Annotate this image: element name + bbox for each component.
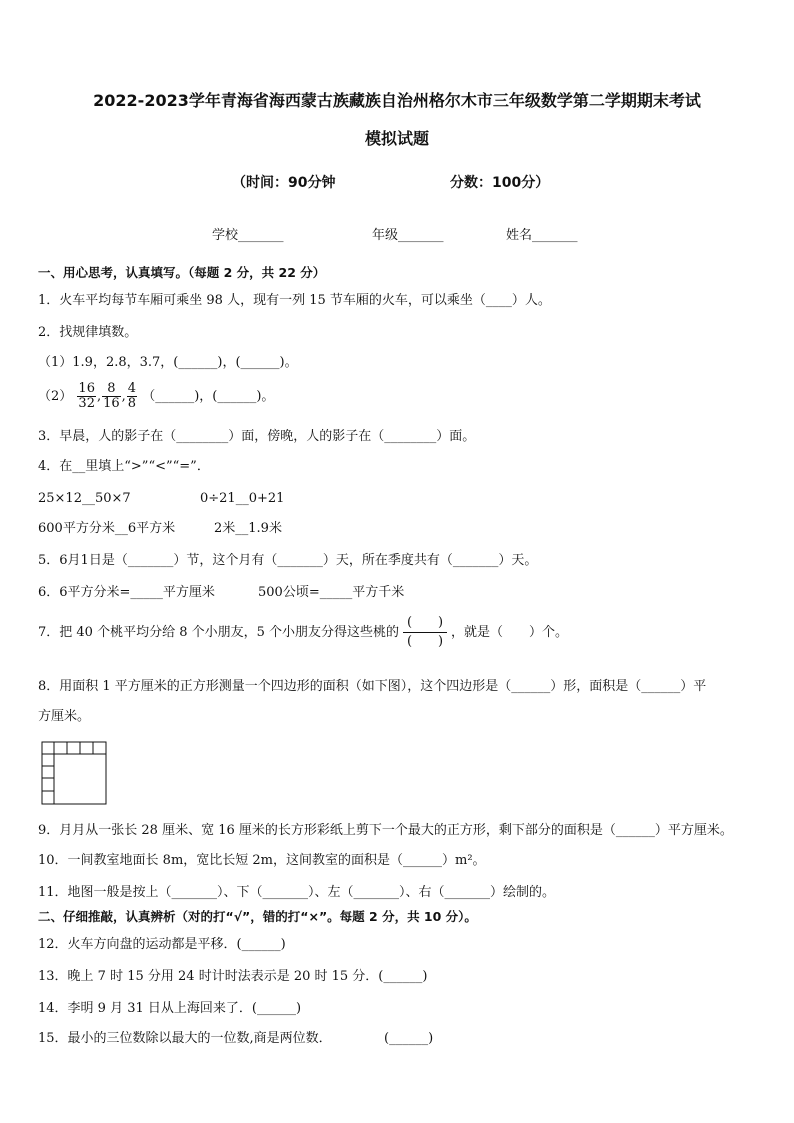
question-4-item-c: 600平方分米__6平方米	[38, 521, 176, 536]
question-4-item-a: 25×12__50×7	[38, 491, 131, 506]
question-3: 3．早晨，人的影子在（________）面，傍晚，人的影子在（________）面。	[38, 429, 476, 444]
q2-2-prefix: （2）	[38, 389, 73, 404]
question-15-blank: (______)	[384, 1031, 434, 1046]
exam-title-line2: 模拟试题	[364, 129, 429, 148]
question-2-part2: （2） $\frac{16}{32}$ , $\frac{8}{16}$ , $\frac{4}{8}$ （______)，(______)。	[38, 381, 275, 411]
section1-heading: 一、用心思考，认真填写。（每题 2 分，共 22 分）	[38, 265, 326, 280]
question-12: 12．火车方向盘的运动都是平移．(______)	[38, 937, 286, 952]
grade-field: 年级_______	[372, 228, 444, 243]
question-13: 13．晚上 7 时 15 分用 24 时计时法表示是 20 时 15 分．(______)	[38, 969, 428, 984]
question-5: 5．6月1日是（_______）节，这个月有（_______）天，所在季度共有（_______）天。	[38, 553, 538, 568]
question-1: 1．火车平均每节车厢可乘坐 98 人，现有一列 15 节车厢的火车，可以乘坐（____）人。	[38, 293, 551, 308]
question-6-b: 500公顷=_____平方千米	[258, 585, 405, 600]
exam-title-line1: 2022-2023学年青海省海西蒙古族藏族自治州格尔木市三年级数学第二学期期末考试	[93, 91, 701, 110]
fraction-16-32: $\frac{16}{32}$	[78, 381, 95, 411]
outer-rectangle	[42, 742, 106, 804]
question-10: 10．一间教室地面长 8m，宽比长短 2m，这间教室的面积是（______）m²。	[38, 853, 486, 868]
quadrilateral-grid-figure	[40, 740, 110, 806]
fraction-8-16: $\frac{8}{16}$	[103, 381, 120, 411]
question-2-part1: （1）1.9，2.8，3.7，(______)，(______)。	[38, 355, 298, 370]
question-6-a: 6．6平方分米=_____平方厘米	[38, 585, 215, 600]
question-8-line1: 8．用面积 1 平方厘米的正方形测量一个四边形的面积（如下图），这个四边形是（______）形，面积是（______）平	[38, 679, 707, 694]
school-field: 学校_______	[212, 228, 284, 243]
name-field: 姓名_______	[506, 228, 578, 243]
question-4: 4．在__里填上“>”“<”“=”．	[38, 459, 210, 474]
exam-score: 分数：100分）	[450, 175, 550, 191]
question-15: 15．最小的三位数除以最大的一位数,商是两位数．	[38, 1031, 332, 1046]
exam-time: （时间：90分钟	[232, 175, 336, 191]
fraction-4-8: $\frac{4}{8}$	[127, 381, 137, 411]
question-14: 14．李明 9 月 31 日从上海回来了．(______)	[38, 1001, 302, 1016]
question-4-item-b: 0÷21__0+21	[200, 491, 285, 506]
question-11: 11．地图一般是按上（_______）、下（_______）、左（_______）、右（_______）绘制的。	[38, 885, 556, 900]
fraction-blank: $\frac{( )}{( )}$	[403, 614, 447, 651]
question-2: 2．找规律填数。	[38, 325, 138, 340]
question-7	[38, 614, 568, 651]
q7-prefix: 7．把 40 个桃平均分给 8 个小朋友，5 个小朋友分得这些桃的	[38, 625, 400, 640]
q7-suffix: ，就是（ ）个。	[451, 625, 569, 640]
q2-2-suffix: （______)，(______)。	[142, 389, 275, 404]
question-8-line2: 方厘米。	[38, 709, 91, 724]
section2-heading: 二、仔细推敲，认真辨析（对的打“√”，错的打“×”。每题 2 分，共 10 分）。	[38, 909, 477, 924]
question-9: 9．月月从一张长 28 厘米、宽 16 厘米的长方形彩纸上剪下一个最大的正方形，剩下部分的面积是（______）平方厘米。	[38, 823, 733, 838]
question-4-item-d: 2米__1.9米	[214, 521, 282, 536]
